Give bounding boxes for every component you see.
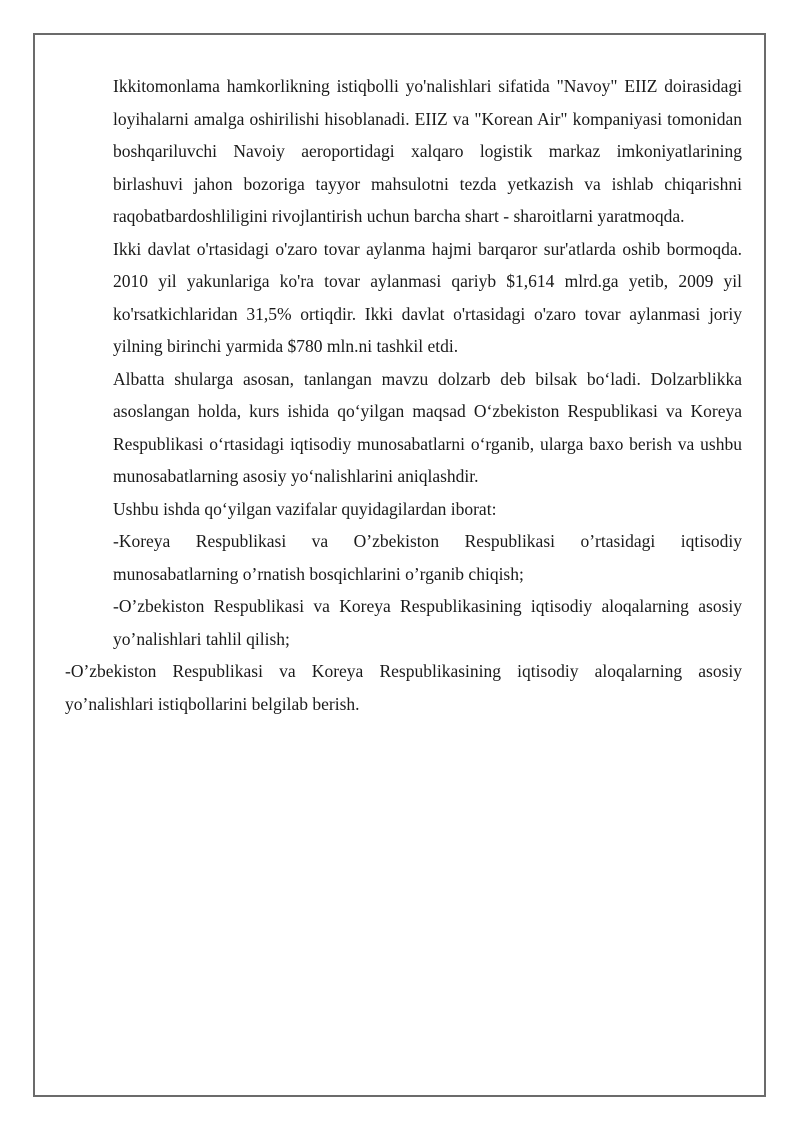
document-body <box>0 70 800 720</box>
paragraph-relevance-goal: Albatta shularga asosan, tanlangan mavzu dolzarb deb bilsak bo‘ladi. Dolzarblikka asoslangan holda, kurs ishida qo‘yilgan maqsad O‘zbekiston Respublikasi va Koreya Respublikasi o‘rtasidagi iqtisodiy munosabatlarni o‘rganib, ularga baxo berish va ushbu munosabatlarning asosiy yo‘nalishlarini aniqlashdir. <box>113 368 742 486</box>
list-item-task-1: -Koreya Respublikasi va O’zbekiston Respublikasi o’rtasidagi iqtisodiy munosabatlarning o’rnatish bosqichlarini o’rganib chiqish; <box>113 531 742 584</box>
paragraph-tasks-intro: Ushbu ishda qo‘yilgan vazifalar quyidagilardan iborat: <box>113 498 497 519</box>
paragraph-trade-turnover: Ikki davlat o'rtasidagi o'zaro tovar aylanma hajmi barqaror sur'atlarda oshib bormoqda. 2010 yil yakunlariga ko'ra tovar aylanmasi qariyb $1,614 mlrd.ga yetib, 2009 yil ko'rsatkichlaridan 31,5% ortiqdir. Ikki davlat o'rtasidagi o'zaro tovar aylanmasi joriy yilning birinchi yarmida $780 mln.ni tashkil etdi. <box>113 238 742 356</box>
list-item-task-2: -O’zbekiston Respublikasi va Koreya Respublikasining iqtisodiy aloqalarning asosiy yo’nalishlari tahlil qilish; <box>113 596 742 649</box>
paragraph-cooperation-prospects: Ikkitomonlama hamkorlikning istiqbolli yo'nalishlari sifatida "Navoy" EIIZ doirasidagi loyihalarni amalga oshirilishi hisoblanadi. EIIZ va "Korean Air" kompaniyasi tomonidan boshqariluvchi Navoiy aeroportidagi xalqaro logistik markaz imkoniyatlarining birlashuvi jahon bozoriga tayyor mahsulotni tezda yetkazish va ishlab chiqarishni raqobatbardoshliligini rivojlantirish uchun barcha shart - sharoitlarni yaratmoqda. <box>113 76 742 226</box>
list-item-task-3: -O’zbekiston Respublikasi va Koreya Respublikasining iqtisodiy aloqalarning asosiy yo’nalishlari istiqbollarini belgilab berish. <box>65 661 742 714</box>
